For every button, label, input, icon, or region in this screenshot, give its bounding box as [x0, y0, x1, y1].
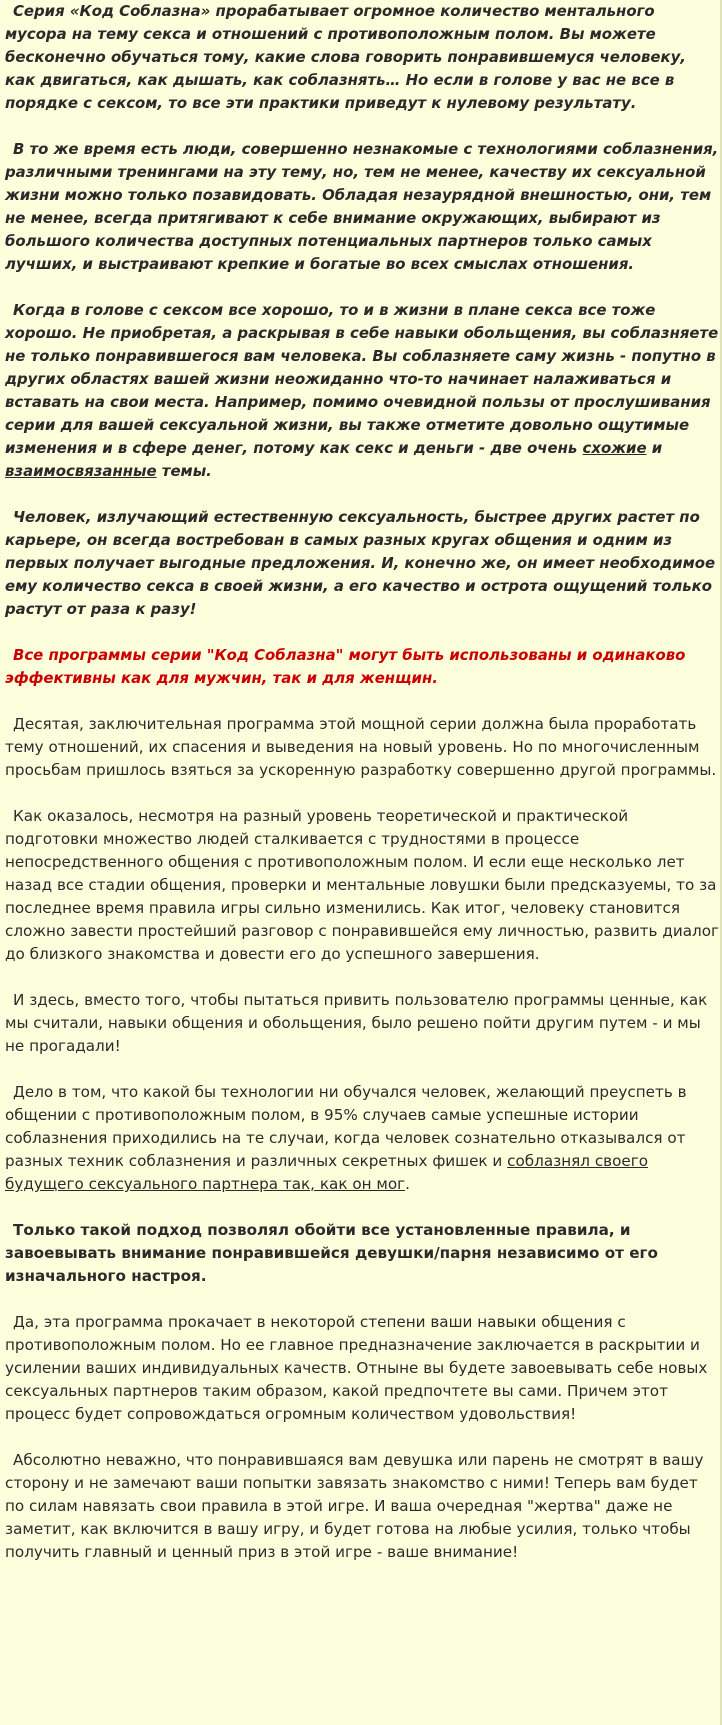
paragraph-text: и	[646, 439, 663, 457]
paragraph-other-way: И здесь, вместо того, чтобы пытаться привить пользователю программы ценные, как мы считали, навыки общения и обольщения, было решено пойти другим путем - и мы не прогадали!	[5, 991, 708, 1055]
paragraph-highlight-red: Все программы серии "Код Соблазна" могут быть использованы и одинаково эффективны как для мужчин, так и для женщин.	[5, 646, 686, 687]
paragraph-statistics	[5, 1081, 720, 1196]
paragraph-tenth-program: Десятая, заключительная программа этой мощной серии должна была проработать тему отношений, их спасения и выведения на новый уровень. Но по многочисленным просьбам пришлось взяться за ускоренную разработку совершенно другой программы.	[5, 715, 717, 779]
paragraph-difficulties: Как оказалось, несмотря на разный уровень теоретической и практической подготовки множество людей сталкивается с трудностями в процессе непосредственного общения с противоположным полом. И если еще несколько лет назад все стадии общения, проверки и ментальные ловушки были предсказуемы, то за последнее время правила игры сильно изменились. Как итог, человеку становится сложно завести простейший разговор с понравившейся ему личностью, развить диалог до близкого знакомства и довести его до успешного завершения.	[5, 807, 719, 963]
paragraph-intro: Серия «Код Соблазна» прорабатывает огромное количество ментального мусора на тему секса и отношений с противоположным полом. Вы можете бесконечно обучаться тому, какие слова говорить понравившемуся человеку, как двигаться, как дышать, как соблазнять… Но если в голове у вас не все в порядке с сексом, то все эти практики приведут к нулевому результату.	[5, 2, 686, 112]
paragraph-bold-approach: Только такой подход позволял обойти все установленные правила, и завоевывать внимание понравившейся девушки/парня независимо от его изначального настроя.	[5, 1221, 658, 1285]
paragraph-your-rules: Абсолютно неважно, что понравившаяся вам девушка или парень не смотрят в вашу сторону и не замечают ваши попытки завязать знакомство с ними! Теперь вам будет по силам навязать свои правила в этой игре. И ваша очередная "жертва" даже не заметит, как включится в вашу игру, и будет готова на любые усилия, только чтобы получить главный и ценный приз в этой игре - ваше внимание!	[5, 1451, 704, 1561]
paragraph-text: темы.	[156, 462, 212, 480]
paragraph-text: Дело в том, что какой бы технологии ни обучался человек, желающий преуспеть в общении с противоположным полом, в 95% случаев самые успешные истории соблазнения приходились на те случаи, когда человек сознательно отказывался от разных техник соблазнения и различных секретных фишек и	[5, 1083, 687, 1170]
link-interconnected[interactable]: взаимосвязанные	[5, 462, 157, 480]
paragraph-text: Когда в голове с сексом все хорошо, то и в жизни в плане секса все тоже хорошо. Не приобретая, а раскрывая в себе навыки обольщения, вы соблазняете не только понравившегося вам человека. Вы соблазняете саму жизнь - попутно в других областях вашей жизни неожиданно что-то начинает налаживаться и вставать на свои места. Например, помимо очевидной пользы от прослушивания серии для вашей сексуальной жизни, вы также отметите довольно ощутимые изменения и в сфере денег, потому как секс и деньги - две очень	[5, 301, 719, 457]
paragraph-life-seduction	[5, 299, 720, 483]
paragraph-program-purpose: Да, эта программа прокачает в некоторой степени ваши навыки общения с противоположным полом. Но ее главное предназначение заключается в раскрытии и усилении ваших индивидуальных качеств. Отныне вы будете завоевывать себе новых сексуальных партнеров таким образом, какой предпочтете вы сами. Причем этот процесс будет сопровождаться огромным количеством удовольствия!	[5, 1313, 708, 1423]
paragraph-career: Человек, излучающий естественную сексуальность, быстрее других растет по карьере, он всегда востребован в самых разных кругах общения и одним из первых получает выгодные предложения. И, конечно же, он имеет необходимое ему количество секса в своей жизни, а его качество и острота ощущений только растут от раза к разу!	[5, 508, 716, 618]
paragraph-natural-people: В то же время есть люди, совершенно незнакомые с технологиями соблазнения, различными тренингами на эту тему, но, тем не менее, качеству их сексуальной жизни можно только позавидовать. Обладая незаурядной внешностью, они, тем не менее, всегда притягивают к себе внимание окружающих, выбирают из большого количества доступных потенциальных партнеров только самых лучших, и выстраивают крепкие и богатые во всех смыслах отношения.	[5, 140, 719, 273]
link-similar[interactable]: схожие	[582, 439, 647, 457]
article-body	[5, 0, 720, 1564]
paragraph-text: .	[405, 1175, 410, 1193]
link-seduced-partner[interactable]: соблазнял своего будущего сексуального партнера так, как он мог	[5, 1152, 649, 1193]
